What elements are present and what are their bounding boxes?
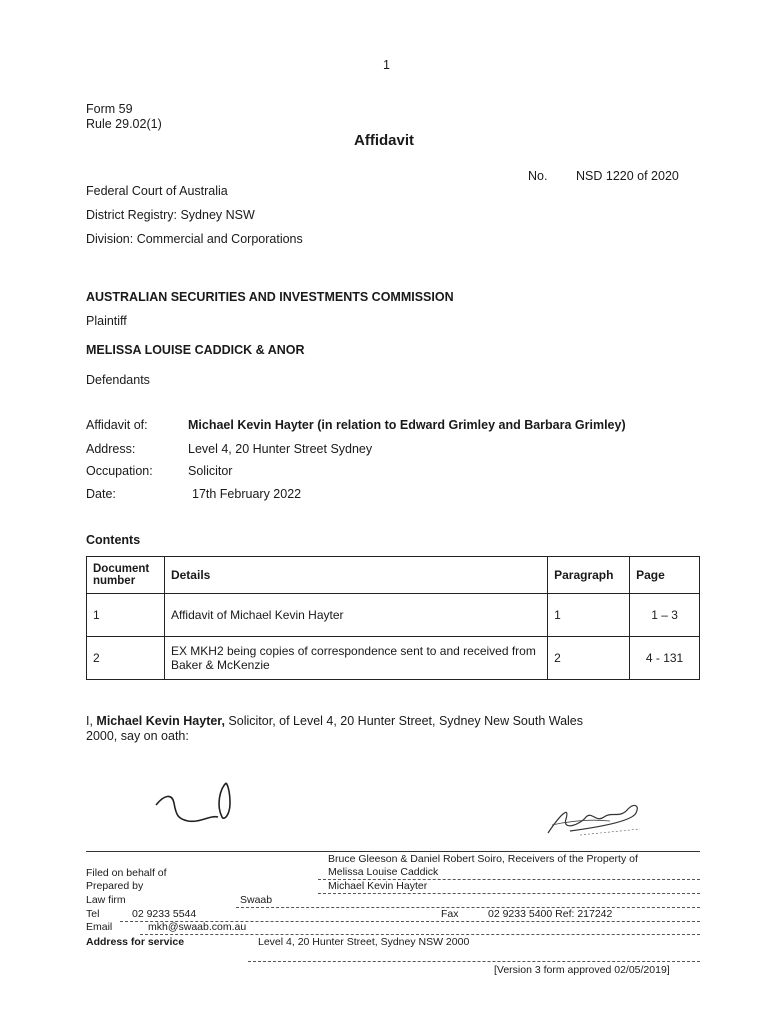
- detail-value-address: Level 4, 20 Hunter Street Sydney: [188, 442, 373, 456]
- defendant-role: Defendants: [86, 373, 150, 387]
- lawfirm-label: Law firm: [86, 894, 126, 906]
- filed-label: Filed on behalf of: [86, 867, 167, 879]
- court-name: Federal Court of Australia: [86, 184, 228, 198]
- document-title: Affidavit: [354, 132, 414, 149]
- oath-line1: Solicitor, of Level 4, 20 Hunter Street, Sydney New South Wales: [224, 714, 584, 728]
- contents-table: [86, 556, 700, 680]
- form-number: Form 59: [86, 102, 133, 116]
- plaintiff-name: AUSTRALIAN SECURITIES AND INVESTMENTS COMMISSION: [86, 290, 454, 304]
- court-registry: District Registry: Sydney NSW: [86, 208, 255, 222]
- oath-paragraph: [86, 714, 700, 744]
- lawfirm-underline: [236, 907, 700, 908]
- header-paragraph: Paragraph: [548, 557, 630, 594]
- prepared-underline: [318, 893, 700, 894]
- service-label: Address for service: [86, 936, 185, 948]
- form-rule: Rule 29.02(1): [86, 117, 162, 131]
- row-doc-number: 2: [87, 637, 165, 680]
- form-version: [Version 3 form approved 02/05/2019]: [494, 964, 670, 976]
- court-division: Division: Commercial and Corporations: [86, 232, 303, 246]
- fax-label: Fax: [441, 908, 459, 920]
- page-number: 1: [383, 58, 390, 72]
- service-value: Level 4, 20 Hunter Street, Sydney NSW 2000: [258, 936, 470, 948]
- case-no-label: No.: [528, 169, 548, 183]
- header-page: Page: [630, 557, 700, 594]
- row-paragraph: 2: [548, 637, 630, 680]
- defendant-name: MELISSA LOUISE CADDICK & ANOR: [86, 343, 305, 357]
- detail-value-occupation: Solicitor: [188, 464, 233, 478]
- service-underline: [248, 961, 700, 962]
- detail-label-occupation: Occupation:: [86, 464, 153, 478]
- filed-value-1: Bruce Gleeson & Daniel Robert Soiro, Receivers of the Property of: [328, 853, 638, 865]
- header-document-number: Document number: [87, 557, 165, 594]
- row-page: 1 – 3: [630, 594, 700, 637]
- contents-heading: Contents: [86, 533, 141, 547]
- lawfirm-value: Swaab: [240, 894, 273, 906]
- row-details: Affidavit of Michael Kevin Hayter: [164, 594, 547, 637]
- prepared-value: Michael Kevin Hayter: [328, 880, 428, 892]
- prepared-label: Prepared by: [86, 880, 144, 892]
- case-number: NSD 1220 of 2020: [576, 169, 679, 183]
- witness-signature: [540, 795, 650, 840]
- row-doc-number: 1: [87, 594, 165, 637]
- email-label: Email: [86, 921, 113, 933]
- email-underline: [140, 934, 700, 935]
- deponent-signature: [150, 775, 240, 830]
- footer-top-rule: [86, 851, 700, 852]
- detail-value-affidavit: Michael Kevin Hayter (in relation to Edward Grimley and Barbara Grimley): [188, 418, 626, 432]
- oath-line2: 2000, say on oath:: [86, 729, 189, 743]
- table-row: [87, 594, 700, 637]
- tel-label: Tel: [86, 908, 100, 920]
- detail-label-affidavit: Affidavit of:: [86, 418, 148, 432]
- filed-value-2: Melissa Louise Caddick: [328, 866, 439, 878]
- table-row: [87, 637, 700, 680]
- email-value: mkh@swaab.com.au: [148, 921, 247, 933]
- header-details: Details: [164, 557, 547, 594]
- row-details: EX MKH2 being copies of correspondence sent to and received from Baker & McKenzie: [164, 637, 547, 680]
- contents-header-row: [87, 557, 700, 594]
- detail-label-address: Address:: [86, 442, 136, 456]
- oath-name: Michael Kevin Hayter,: [96, 714, 225, 728]
- detail-label-date: Date:: [86, 487, 116, 501]
- plaintiff-role: Plaintiff: [86, 314, 127, 328]
- oath-prefix: I,: [86, 714, 97, 728]
- row-page: 4 - 131: [630, 637, 700, 680]
- row-paragraph: 1: [548, 594, 630, 637]
- fax-value: 02 9233 5400 Ref: 217242: [488, 908, 613, 920]
- detail-value-date: 17th February 2022: [192, 487, 302, 501]
- tel-value: 02 9233 5544: [132, 908, 197, 920]
